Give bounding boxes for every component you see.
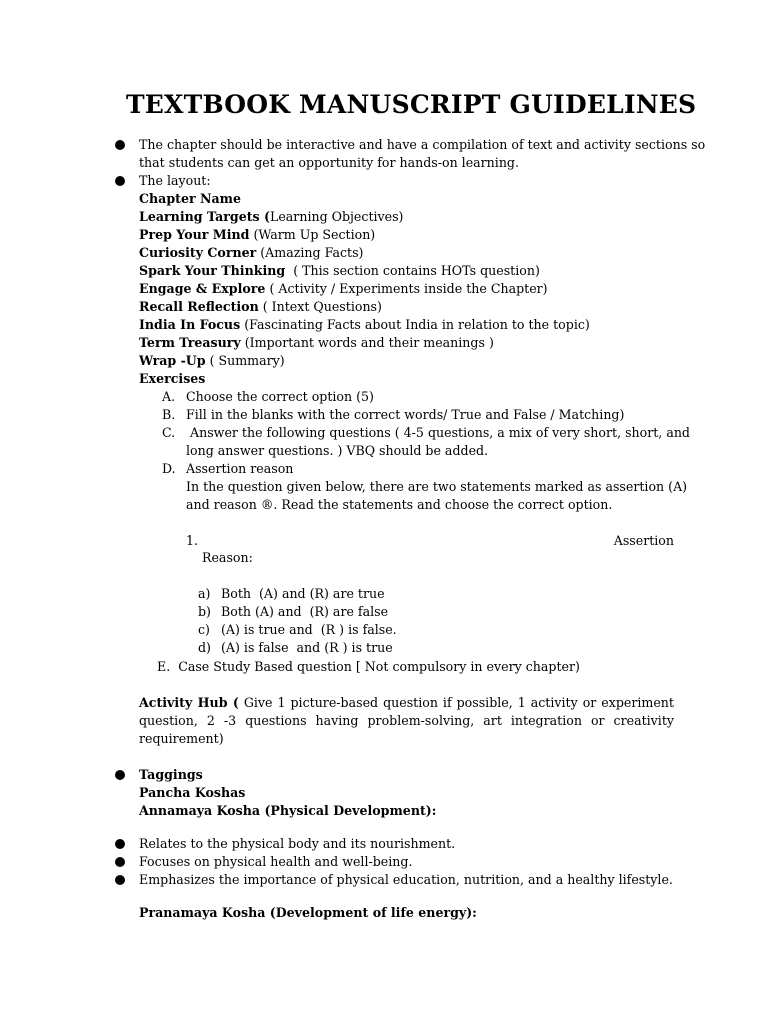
section-curiosity-corner: Curiosity Corner (Amazing Facts)	[139, 245, 364, 260]
option-text: (A) is true and (R ) is false.	[221, 622, 397, 637]
bullet-icon	[115, 140, 125, 150]
exercise-c-line-1: Answer the following questions ( 4-5 questions, a mix of very short, short, and	[190, 425, 690, 440]
option-marker: c)	[198, 622, 210, 637]
annamaya-point: Focuses on physical health and well-being.	[139, 854, 413, 869]
intro-line-2: that students can get an opportunity for hands-on learning.	[139, 155, 520, 170]
exercise-c-line-2: long answer questions. ) VBQ should be added.	[186, 443, 489, 458]
assertion-label: Assertion	[613, 533, 674, 548]
exercise-a-text: Choose the correct option (5)	[186, 389, 374, 404]
exercise-marker-a: A.	[162, 389, 176, 404]
layout-label: The layout:	[139, 173, 211, 188]
intro-line-1: The chapter should be interactive and have a compilation of text and activity sections so	[139, 137, 706, 152]
page-title: TEXTBOOK MANUSCRIPT GUIDELINES	[126, 90, 697, 119]
exercise-d-text: Assertion reason	[186, 461, 294, 476]
section-spark-your-thinking: Spark Your Thinking ( This section contains HOTs question)	[139, 263, 540, 278]
bullet-icon	[115, 857, 125, 867]
activity-hub-line-3: requirement)	[139, 731, 224, 746]
exercise-e-text: E. Case Study Based question [ Not compulsory in every chapter)	[157, 659, 580, 674]
section-wrap-up: Wrap -Up ( Summary)	[139, 353, 285, 368]
section-chapter-name: Chapter Name	[139, 191, 242, 206]
bullet-icon	[115, 176, 125, 186]
section-exercises: Exercises	[139, 371, 206, 386]
section-recall-reflection: Recall Reflection ( Intext Questions)	[139, 299, 382, 314]
pancha-koshas-label: Pancha Koshas	[139, 785, 246, 800]
bullet-icon	[115, 875, 125, 885]
assertion-intro-line-1: In the question given below, there are two statements marked as assertion (A)	[186, 479, 688, 494]
pranamaya-heading: Pranamaya Kosha (Development of life energy):	[139, 905, 477, 920]
reason-label: Reason:	[202, 550, 253, 565]
exercise-marker-d: D.	[162, 461, 176, 476]
section-engage-explore: Engage & Explore ( Activity / Experiments inside the Chapter)	[139, 281, 548, 296]
annamaya-point: Emphasizes the importance of physical education, nutrition, and a healthy lifestyle.	[139, 872, 673, 887]
bullet-icon	[115, 770, 125, 780]
option-text: (A) is false and (R ) is true	[221, 640, 393, 655]
section-india-in-focus: India In Focus (Fascinating Facts about India in relation to the topic)	[139, 317, 590, 332]
option-text: Both (A) and (R) are true	[221, 586, 385, 601]
section-learning-targets: Learning Targets (Learning Objectives)	[139, 209, 404, 224]
activity-hub-line-2: question, 2 -3 questions having problem-solving, art integration or creativity	[139, 713, 674, 728]
bullet-icon	[115, 839, 125, 849]
exercise-b-text: Fill in the blanks with the correct words/ True and False / Matching)	[186, 407, 625, 422]
section-prep-your-mind: Prep Your Mind (Warm Up Section)	[139, 227, 376, 242]
exercise-marker-c: C.	[162, 425, 176, 440]
annamaya-point: Relates to the physical body and its nourishment.	[139, 836, 456, 851]
section-term-treasury: Term Treasury (Important words and their meanings )	[139, 335, 494, 350]
option-marker: b)	[198, 604, 211, 619]
annamaya-heading: Annamaya Kosha (Physical Development):	[139, 803, 437, 818]
option-text: Both (A) and (R) are false	[221, 604, 389, 619]
option-marker: a)	[198, 586, 211, 601]
activity-hub-line-1: Activity Hub ( Give 1 picture-based question if possible, 1 activity or experiment	[139, 695, 674, 710]
taggings-label: Taggings	[139, 767, 203, 782]
exercise-marker-b: B.	[162, 407, 176, 422]
question-number: 1.	[186, 533, 199, 548]
assertion-intro-line-2: and reason ®. Read the statements and choose the correct option.	[186, 497, 613, 512]
option-marker: d)	[198, 640, 211, 655]
